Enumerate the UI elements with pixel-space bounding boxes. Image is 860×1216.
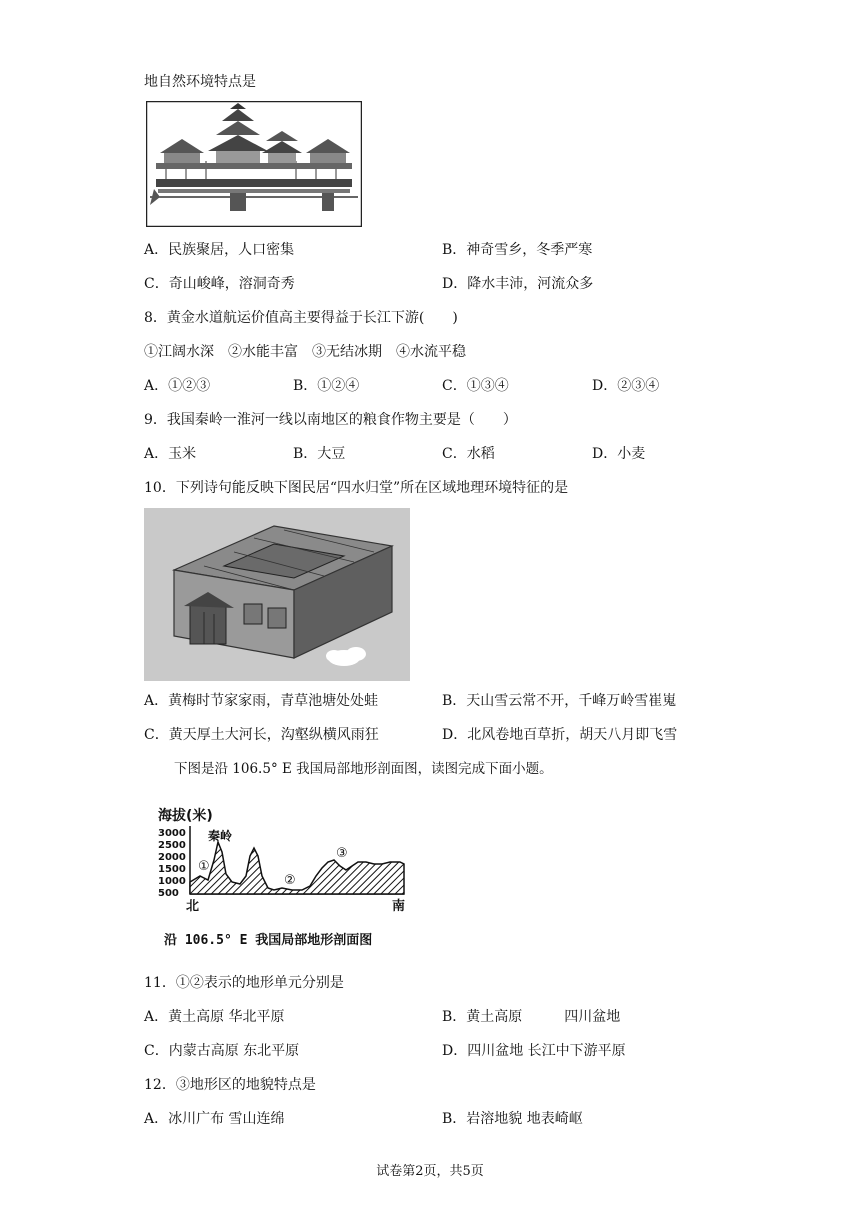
question-stem-tail: 地自然环境特点是 xyxy=(144,74,256,90)
ytick-2500: 2500 xyxy=(158,840,186,851)
page-footer: 试卷第2页，共5页 xyxy=(376,1164,484,1179)
q8-items: ①江阔水深 ②水能丰富 ③无结冰期 ④水流平稳 xyxy=(144,344,466,360)
q9-option-d: D．小麦 xyxy=(592,446,646,462)
q7-option-d: D．降水丰沛，河流众多 xyxy=(442,276,594,292)
section-intro: 下图是沿 106.5° E 我国局部地形剖面图，读图完成下面小题。 xyxy=(174,761,553,777)
q12-option-a: A．冰川广布 雪山连绵 xyxy=(144,1111,285,1127)
q11-stem: 11．①②表示的地形单元分别是 xyxy=(144,975,344,991)
profile-caption: 沿 106.5° E 我国局部地形剖面图 xyxy=(164,933,373,948)
terrain-profile-figure xyxy=(156,800,412,950)
q11-option-d: D．四川盆地 长江中下游平原 xyxy=(442,1043,626,1059)
marker-3: ③ xyxy=(336,846,348,861)
q10-option-a: A．黄梅时节家家雨，青草池塘处处蛙 xyxy=(144,693,379,709)
north-label: 北 xyxy=(186,899,200,914)
q11-option-c: C．内蒙古高原 东北平原 xyxy=(144,1043,300,1059)
profile-ylabel: 海拔(米) xyxy=(158,808,213,824)
courtyard-house-figure xyxy=(144,508,410,681)
marker-2: ② xyxy=(284,873,296,888)
q9-option-a: A．玉米 xyxy=(144,446,197,462)
q8-stem: 8．黄金水道航运价值高主要得益于长江下游( ) xyxy=(144,310,458,326)
q8-option-a: A．①②③ xyxy=(144,378,211,394)
q7-option-b: B．神奇雪乡，冬季严寒 xyxy=(442,242,593,258)
ytick-2000: 2000 xyxy=(158,852,186,863)
wind-rain-bridge-figure xyxy=(146,101,362,227)
q10-option-d: D．北风卷地百草折，胡天八月即飞雪 xyxy=(442,727,678,743)
marker-1: ① xyxy=(198,859,210,874)
q7-option-a: A．民族聚居，人口密集 xyxy=(144,242,295,258)
q10-option-c: C．黄天厚土大河长，沟壑纵横风雨狂 xyxy=(144,727,379,743)
ytick-1000: 1000 xyxy=(158,876,186,887)
q11-option-a: A．黄土高原 华北平原 xyxy=(144,1009,285,1025)
south-label: 南 xyxy=(392,899,406,914)
q8-option-b: B．①②④ xyxy=(293,378,360,394)
q8-option-c: C．①③④ xyxy=(442,378,509,394)
q7-option-c: C．奇山峻峰，溶洞奇秀 xyxy=(144,276,295,292)
q10-option-b: B．天山雪云常不开，千峰万岭雪崔嵬 xyxy=(442,693,677,709)
qinling-label: 秦岭 xyxy=(208,829,233,843)
q8-option-d: D．②③④ xyxy=(592,378,660,394)
q10-stem: 10．下列诗句能反映下图民居“四水归堂”所在区域地理环境特征的是 xyxy=(144,480,569,496)
q9-option-b: B．大豆 xyxy=(293,446,346,462)
q11-option-b: B．黄土高原 四川盆地 xyxy=(442,1009,621,1025)
q12-stem: 12．③地形区的地貌特点是 xyxy=(144,1077,316,1093)
q9-stem: 9．我国秦岭一淮河一线以南地区的粮食作物主要是（ ） xyxy=(144,412,517,428)
q12-option-b: B．岩溶地貌 地表崎岖 xyxy=(442,1111,583,1127)
ytick-1500: 1500 xyxy=(158,864,186,875)
ytick-3000: 3000 xyxy=(158,828,186,839)
q9-option-c: C．水稻 xyxy=(442,446,495,462)
ytick-500: 500 xyxy=(158,888,179,899)
